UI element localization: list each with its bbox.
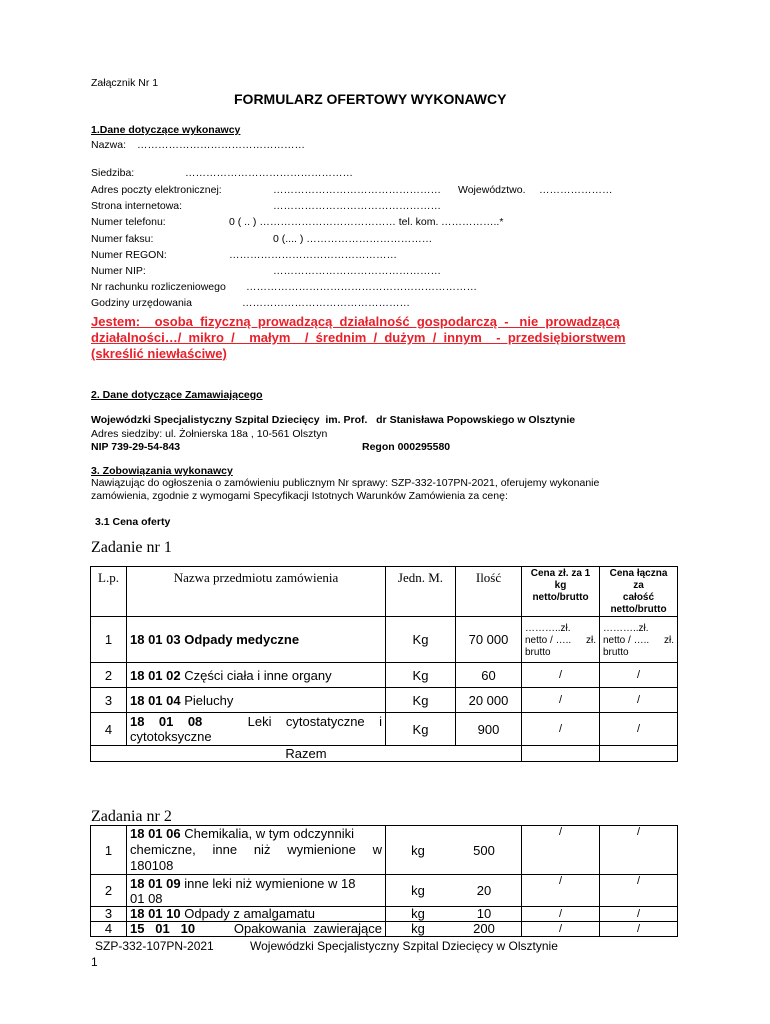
zadanie1-title: Zadanie nr 1	[91, 539, 172, 556]
z2-row1-name	[127, 826, 386, 875]
attachment-label: Załącznik Nr 1	[91, 77, 159, 89]
row2-qty: 60	[456, 663, 522, 688]
table-row	[91, 875, 678, 907]
table-row	[91, 826, 678, 875]
row3-unit: Kg	[386, 688, 456, 713]
z2-row2-unit-qty	[386, 875, 522, 907]
section3-text-1: Nawiązując do ogłoszenia o zamówieniu publicznym Nr sprawy: SZP-332-107PN-2021, oferujemy wykonanie	[91, 477, 600, 489]
row1-total-netto: netto / …..	[603, 635, 650, 646]
table-row	[91, 922, 678, 937]
row1-total	[600, 617, 678, 663]
row4-price: /	[522, 713, 600, 746]
siedziba-dots: …………………………………………	[185, 167, 353, 179]
header-lp: L.p.	[91, 567, 127, 617]
row1-qty: 70 000	[456, 617, 522, 663]
zadanie2-title: Zadania nr 2	[91, 808, 172, 825]
email-dots: …………………………………………	[273, 184, 441, 196]
row4-code: 18 01 08	[130, 714, 203, 729]
table-row	[91, 713, 678, 746]
regon-dots: …………………………………………	[229, 249, 397, 261]
sum-total	[600, 746, 678, 762]
table-header-row	[91, 567, 678, 617]
row1-total-zl: zł.	[664, 635, 674, 646]
nazwa-dots: …………………………………………	[137, 139, 305, 151]
z2-row3-code: 18 01 10	[130, 906, 181, 921]
row1-name-text: Odpady medyczne	[180, 632, 300, 647]
section1-heading: 1.Dane dotyczące wykonawcy	[91, 124, 241, 136]
z2-row4-unit-qty	[386, 922, 522, 937]
section2-heading: 2. Dane dotyczące Zamawiającego	[91, 389, 263, 401]
siedziba-label: Siedziba:	[91, 167, 135, 179]
row3-price: /	[522, 688, 600, 713]
header-qty: Ilość	[456, 567, 522, 617]
row2-lp: 2	[91, 663, 127, 688]
z2-row4-qty: 200	[473, 921, 495, 936]
z2-row2-qty: 20	[476, 883, 492, 898]
header-total	[600, 567, 678, 617]
row3-total: /	[600, 688, 678, 713]
z2-row2-total: /	[600, 875, 678, 907]
row3-name	[127, 688, 386, 713]
page-title: FORMULARZ OFERTOWY WYKONAWCY	[234, 91, 507, 107]
footer-ref: SZP-332-107PN-2021	[95, 939, 214, 953]
z2-row4-name-line-1: Opakowania zawierające	[226, 921, 382, 936]
tel-value: 0 ( .. ) ………………………………… tel. kom.	[229, 216, 439, 228]
sum-row	[91, 746, 678, 762]
z2-row3-lp: 3	[91, 907, 127, 922]
row4-qty: 900	[456, 713, 522, 746]
zamawiajacy-name: Wojewódzki Specjalistyczny Szpital Dziecięcy im. Prof. dr Stanisława Popowskiego w Olsztynie	[91, 414, 576, 426]
z2-row2-unit: kg	[411, 883, 425, 898]
footer-page-number: 1	[91, 955, 98, 969]
table-row	[91, 617, 678, 663]
z2-row3-unit: kg	[411, 906, 425, 921]
account-label: Nr rachunku rozliczeniowego	[91, 281, 226, 293]
z2-row1-unit: kg	[411, 842, 425, 858]
row1-name	[127, 617, 386, 663]
z2-row4-name	[127, 922, 386, 937]
z2-row3-unit-qty	[386, 907, 522, 922]
nip-dots: …………………………………………	[273, 265, 441, 277]
z2-row2-lp: 2	[91, 875, 127, 907]
www-dots: …………………………………………	[273, 200, 441, 212]
row1-price	[522, 617, 600, 663]
regon-label: Numer REGON:	[91, 249, 167, 261]
row4-name-line-1: Leki cytostatyczne i	[247, 714, 382, 729]
header-price-line-1: Cena zł. za 1 kg	[530, 568, 591, 591]
row1-total-brutto: brutto	[603, 647, 629, 658]
row2-price: /	[522, 663, 600, 688]
z2-row4-unit: kg	[411, 921, 425, 936]
z2-row4-price: /	[522, 922, 600, 937]
fax-label: Numer faksu:	[91, 233, 154, 245]
fax-value: 0 (.... ) ………………………………	[273, 233, 433, 245]
row1-price-zl: zł.	[586, 635, 596, 646]
www-label: Strona internetowa:	[91, 200, 183, 212]
email-label: Adres poczty elektronicznej:	[91, 184, 222, 196]
hours-dots: …………………………………………	[242, 297, 410, 309]
row3-lp: 3	[91, 688, 127, 713]
row4-lp: 4	[91, 713, 127, 746]
z2-row1-name-line-1: Chemikalia, w tym odczynniki	[180, 826, 354, 841]
row4-total: /	[600, 713, 678, 746]
zamawiajacy-nip: NIP 739-29-54-843	[91, 441, 181, 453]
zamawiajacy-address: Adres siedziby: ul. Żołnierska 18a , 10-561 Olsztyn	[91, 428, 328, 440]
row4-unit: Kg	[386, 713, 456, 746]
footer-org: Wojewódzki Specjalistyczny Szpital Dziecięcy w Olsztynie	[250, 939, 558, 953]
z2-row1-name-line-2: chemiczne, inne niż wymienione w	[130, 842, 382, 857]
wojewodztwo-label: Województwo.	[458, 184, 526, 196]
z2-row3-name	[127, 907, 386, 922]
row3-code: 18 01 04	[130, 692, 181, 708]
z2-row3-qty: 10	[476, 906, 492, 921]
row2-unit: Kg	[386, 663, 456, 688]
section3-sub: 3.1 Cena oferty	[95, 516, 171, 528]
sum-price	[522, 746, 600, 762]
nazwa-label: Nazwa:	[91, 139, 127, 151]
z2-row4-lp: 4	[91, 922, 127, 937]
table-row	[91, 688, 678, 713]
row2-total: /	[600, 663, 678, 688]
header-price	[522, 567, 600, 617]
header-price-line-2: netto/brutto	[532, 592, 589, 603]
z2-row3-total: /	[600, 907, 678, 922]
z2-row1-price: /	[522, 826, 600, 875]
z2-row2-price: /	[522, 875, 600, 907]
jestem-line-2: działalności…/ mikro / małym / średnim / dużym / innym - przedsiębiorstwem	[91, 330, 626, 345]
z2-row4-total: /	[600, 922, 678, 937]
table-row	[91, 663, 678, 688]
nip-label: Numer NIP:	[91, 265, 146, 277]
zadanie2-table	[90, 825, 678, 937]
header-name: Nazwa przedmiotu zamówienia	[127, 567, 386, 617]
tel-kom-dots: ……………..*	[441, 216, 504, 228]
jestem-line-3: (skreślić niewłaściwe)	[91, 346, 227, 361]
tel-label: Numer telefonu:	[91, 216, 166, 228]
row2-code: 18 01 02	[130, 667, 181, 683]
row1-price-netto: netto / …..	[525, 635, 572, 646]
z2-row2-code: 18 01 09	[130, 875, 181, 891]
header-unit: Jedn. M.	[386, 567, 456, 617]
section3-heading: 3. Zobowiązania wykonawcy	[91, 465, 233, 477]
z2-row1-unit-qty	[386, 826, 522, 875]
z2-row4-code: 15 01 10	[130, 921, 196, 936]
z2-row3-price: /	[522, 907, 600, 922]
table-row	[91, 907, 678, 922]
z2-row2-name-line-1: inne leki niż wymienione w 18	[180, 875, 356, 891]
wojewodztwo-dots: …………………	[539, 184, 613, 196]
z2-row2-name-line-2: 01 08	[130, 890, 163, 906]
row1-lp: 1	[91, 617, 127, 663]
section3-text-2: zamówienia, zgodnie z wymogami Specyfikacji Istotnych Warunków Zamówienia za cenę:	[91, 490, 508, 502]
row2-name-text: Części ciała i inne organy	[180, 667, 332, 683]
row1-price-brutto: brutto	[525, 647, 551, 658]
sum-label: Razem	[91, 746, 522, 762]
z2-row1-name-line-3: 180108	[130, 858, 174, 873]
zadanie1-table	[90, 566, 678, 762]
row3-qty: 20 000	[456, 688, 522, 713]
row4-name	[127, 713, 386, 746]
z2-row1-total: /	[600, 826, 678, 875]
row1-code: 18 01 03	[130, 632, 181, 647]
row2-name	[127, 663, 386, 688]
row4-name-line-2: cytotoksyczne	[130, 729, 212, 744]
row3-name-text: Pieluchy	[180, 692, 234, 708]
zamawiajacy-regon: Regon 000295580	[362, 441, 451, 453]
row1-price-line-1: ………..zł.	[525, 623, 571, 634]
z2-row3-name-line-1: Odpady z amalgamatu	[180, 906, 316, 921]
z2-row1-qty: 500	[473, 842, 495, 858]
header-total-line-3: netto/brutto	[610, 604, 667, 615]
z2-row2-name	[127, 875, 386, 907]
jestem-line-1: Jestem: osoba fizyczną prowadzącą działalność gospodarczą - nie prowadzącą	[91, 314, 620, 329]
row1-total-line-1: ………..zł.	[603, 623, 649, 634]
header-total-line-2: całość	[622, 592, 655, 603]
hours-label: Godziny urzędowania	[91, 297, 192, 309]
z2-row1-code: 18 01 06	[130, 826, 181, 841]
row1-unit: Kg	[386, 617, 456, 663]
z2-row1-lp: 1	[91, 826, 127, 875]
header-total-line-1: Cena łączna za	[609, 568, 668, 591]
account-dots: …………………………………………………………	[246, 281, 477, 293]
